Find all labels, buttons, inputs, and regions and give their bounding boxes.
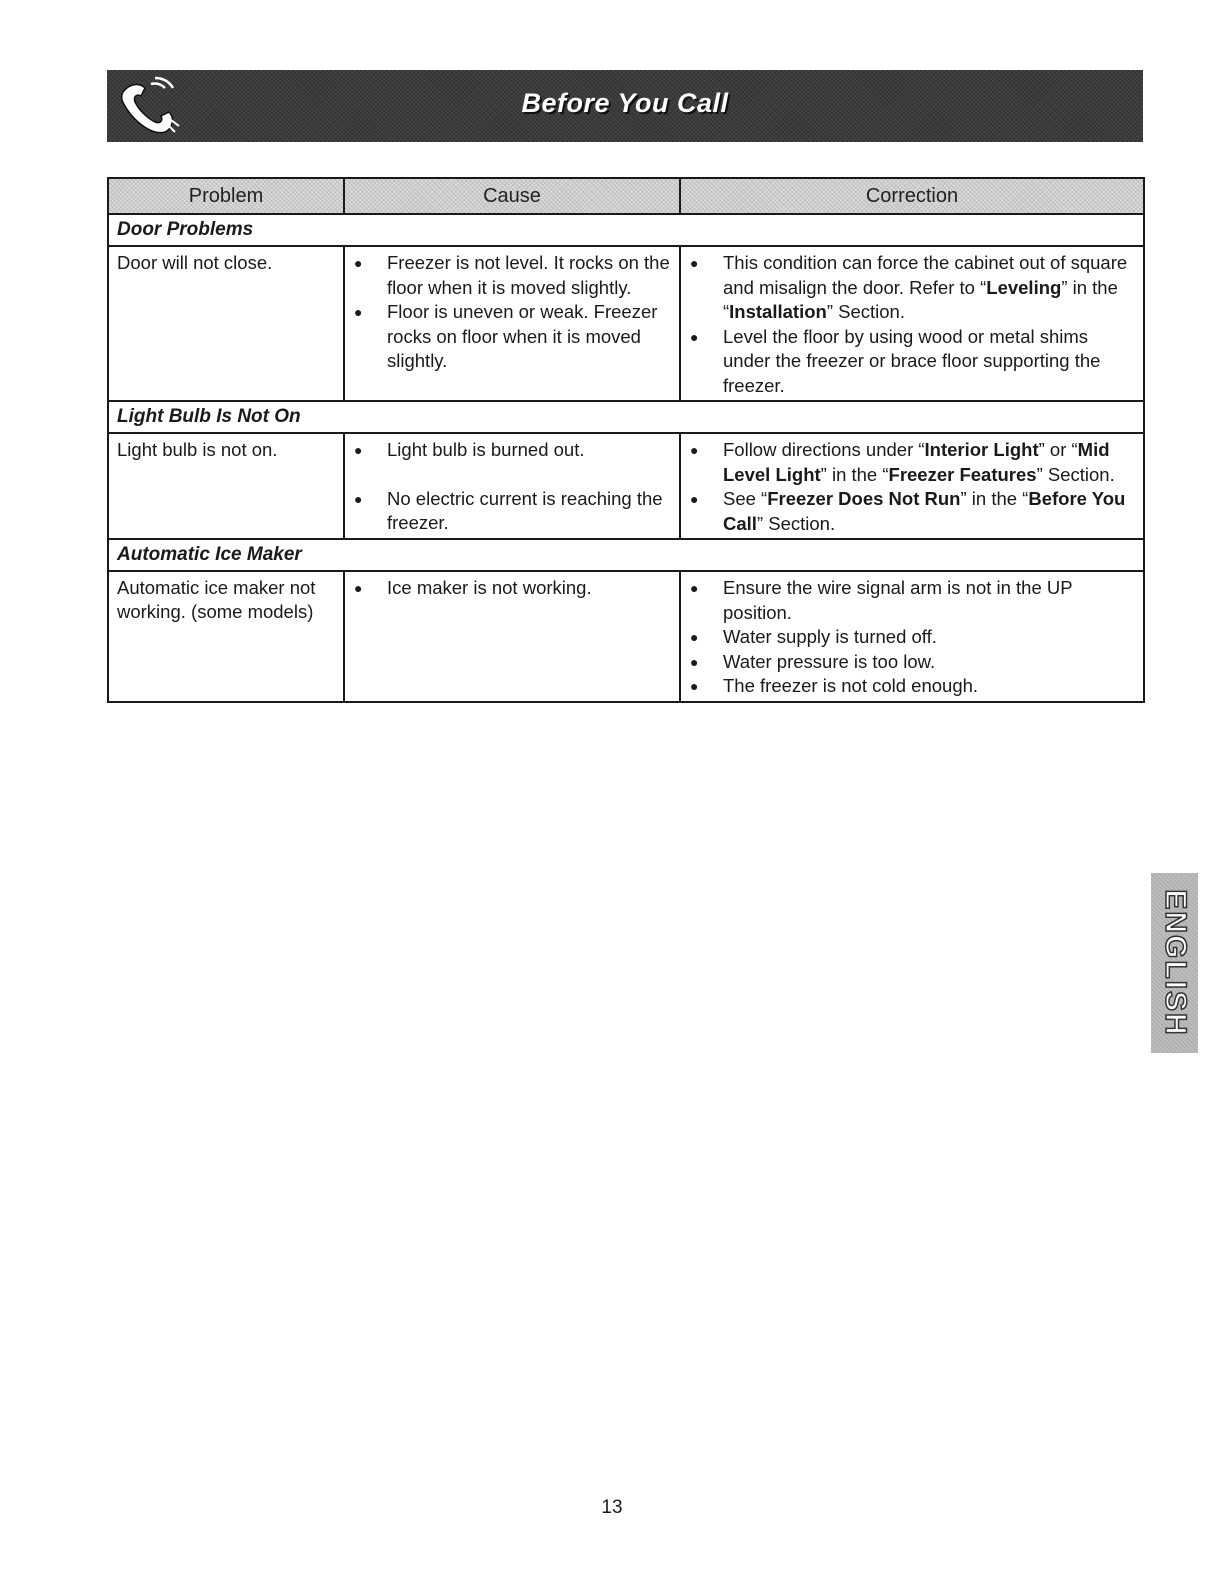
correction-emphasis: Freezer Features bbox=[888, 463, 1037, 485]
list-item bbox=[687, 438, 1137, 487]
correction-text: Ensure the wire signal arm is not in the UP position. bbox=[723, 577, 1073, 623]
cause-text: Ice maker is not working. bbox=[387, 577, 592, 598]
cause-list bbox=[345, 434, 679, 538]
cause-list bbox=[345, 572, 679, 603]
list-item bbox=[687, 650, 1137, 675]
table-header-row bbox=[108, 178, 1144, 214]
list-item bbox=[687, 674, 1137, 699]
table-row bbox=[108, 433, 1144, 539]
cause-text: No electric current is reaching the freezer. bbox=[387, 487, 663, 533]
correction-text: ” in the “ bbox=[960, 488, 1029, 509]
correction-text: ” or “ bbox=[1038, 439, 1078, 460]
list-item bbox=[687, 576, 1137, 625]
cause-text: Freezer is not level. It rocks on the floor when it is moved slightly. bbox=[387, 252, 670, 298]
page-number: 13 bbox=[601, 1497, 623, 1518]
correction-cell bbox=[680, 571, 1144, 702]
list-item bbox=[687, 325, 1137, 399]
bullet-icon: ● bbox=[690, 255, 699, 271]
section-title: Automatic Ice Maker bbox=[108, 539, 1144, 571]
correction-emphasis: Mid Level Light bbox=[723, 439, 1110, 485]
troubleshooting-table bbox=[107, 177, 1145, 703]
bullet-icon: ● bbox=[354, 442, 363, 458]
column-header-problem: Problem bbox=[108, 178, 344, 214]
correction-text: ” Section. bbox=[1036, 463, 1115, 485]
correction-text: ” Section. bbox=[756, 512, 836, 534]
correction-emphasis: Before You Call bbox=[723, 488, 1126, 534]
bullet-icon: ● bbox=[354, 304, 363, 320]
problem-cell: Automatic ice maker not working. (some models) bbox=[108, 571, 344, 702]
correction-emphasis: Installation bbox=[729, 301, 827, 322]
cause-cell bbox=[344, 571, 680, 702]
correction-emphasis: Leveling bbox=[986, 276, 1062, 298]
section-row bbox=[108, 214, 1144, 246]
section-row bbox=[108, 539, 1144, 571]
list-item bbox=[351, 487, 673, 536]
cause-cell bbox=[344, 433, 680, 539]
bullet-icon: ● bbox=[690, 580, 699, 596]
bullet-icon: ● bbox=[354, 255, 363, 271]
table-row bbox=[108, 571, 1144, 702]
section-row bbox=[108, 401, 1144, 433]
problem-cell: Door will not close. bbox=[108, 246, 344, 401]
language-tab bbox=[1151, 873, 1198, 1053]
table-row bbox=[108, 246, 1144, 401]
correction-emphasis: Interior Light bbox=[924, 439, 1039, 460]
list-item bbox=[687, 625, 1137, 650]
page-title: Before You Call bbox=[521, 88, 729, 118]
correction-cell bbox=[680, 433, 1144, 539]
bullet-icon: ● bbox=[690, 491, 699, 507]
problem-cell: Light bulb is not on. bbox=[108, 433, 344, 539]
header-banner bbox=[107, 70, 1143, 142]
bullet-icon: ● bbox=[690, 328, 699, 345]
correction-text: ” in the “ bbox=[723, 276, 1118, 322]
correction-emphasis: Freezer Does Not Run bbox=[767, 488, 961, 509]
correction-text: The freezer is not cold enough. bbox=[723, 675, 979, 696]
column-header-cause: Cause bbox=[344, 178, 680, 214]
correction-text: See “ bbox=[723, 488, 768, 509]
cause-list bbox=[345, 247, 679, 376]
list-item bbox=[687, 487, 1137, 536]
correction-list bbox=[681, 434, 1143, 538]
bullet-icon: ● bbox=[354, 490, 363, 507]
bullet-icon: ● bbox=[690, 629, 699, 645]
correction-text: ” Section. bbox=[826, 301, 905, 322]
correction-list bbox=[681, 247, 1143, 400]
list-item bbox=[687, 251, 1137, 325]
bullet-icon: ● bbox=[354, 580, 363, 596]
language-tab-label: ENGLISH bbox=[1158, 889, 1192, 1037]
section-title: Door Problems bbox=[108, 214, 1144, 246]
correction-text: Water supply is turned off. bbox=[723, 626, 937, 647]
column-header-correction: Correction bbox=[680, 178, 1144, 214]
list-item bbox=[351, 300, 673, 374]
cause-cell bbox=[344, 246, 680, 401]
bullet-icon: ● bbox=[690, 653, 699, 670]
list-item bbox=[351, 438, 673, 463]
cause-text: Light bulb is burned out. bbox=[387, 439, 585, 460]
correction-text: Level the floor by using wood or metal shims under the freezer or brace floor supporting the freezer. bbox=[723, 325, 1101, 396]
correction-text: Follow directions under “ bbox=[723, 439, 925, 460]
bullet-icon: ● bbox=[690, 442, 699, 458]
cause-text: Floor is uneven or weak. Freezer rocks on floor when it is moved slightly. bbox=[387, 301, 658, 371]
list-item bbox=[351, 251, 673, 300]
correction-list bbox=[681, 572, 1143, 701]
correction-text: Water pressure is too low. bbox=[723, 650, 936, 672]
correction-text: ” in the “ bbox=[820, 463, 889, 485]
list-item bbox=[351, 576, 673, 601]
correction-text: This condition can force the cabinet out of square and misalign the door. Refer to “ bbox=[723, 252, 1128, 298]
bullet-icon: ● bbox=[690, 678, 699, 694]
correction-cell bbox=[680, 246, 1144, 401]
section-title: Light Bulb Is Not On bbox=[108, 401, 1144, 433]
